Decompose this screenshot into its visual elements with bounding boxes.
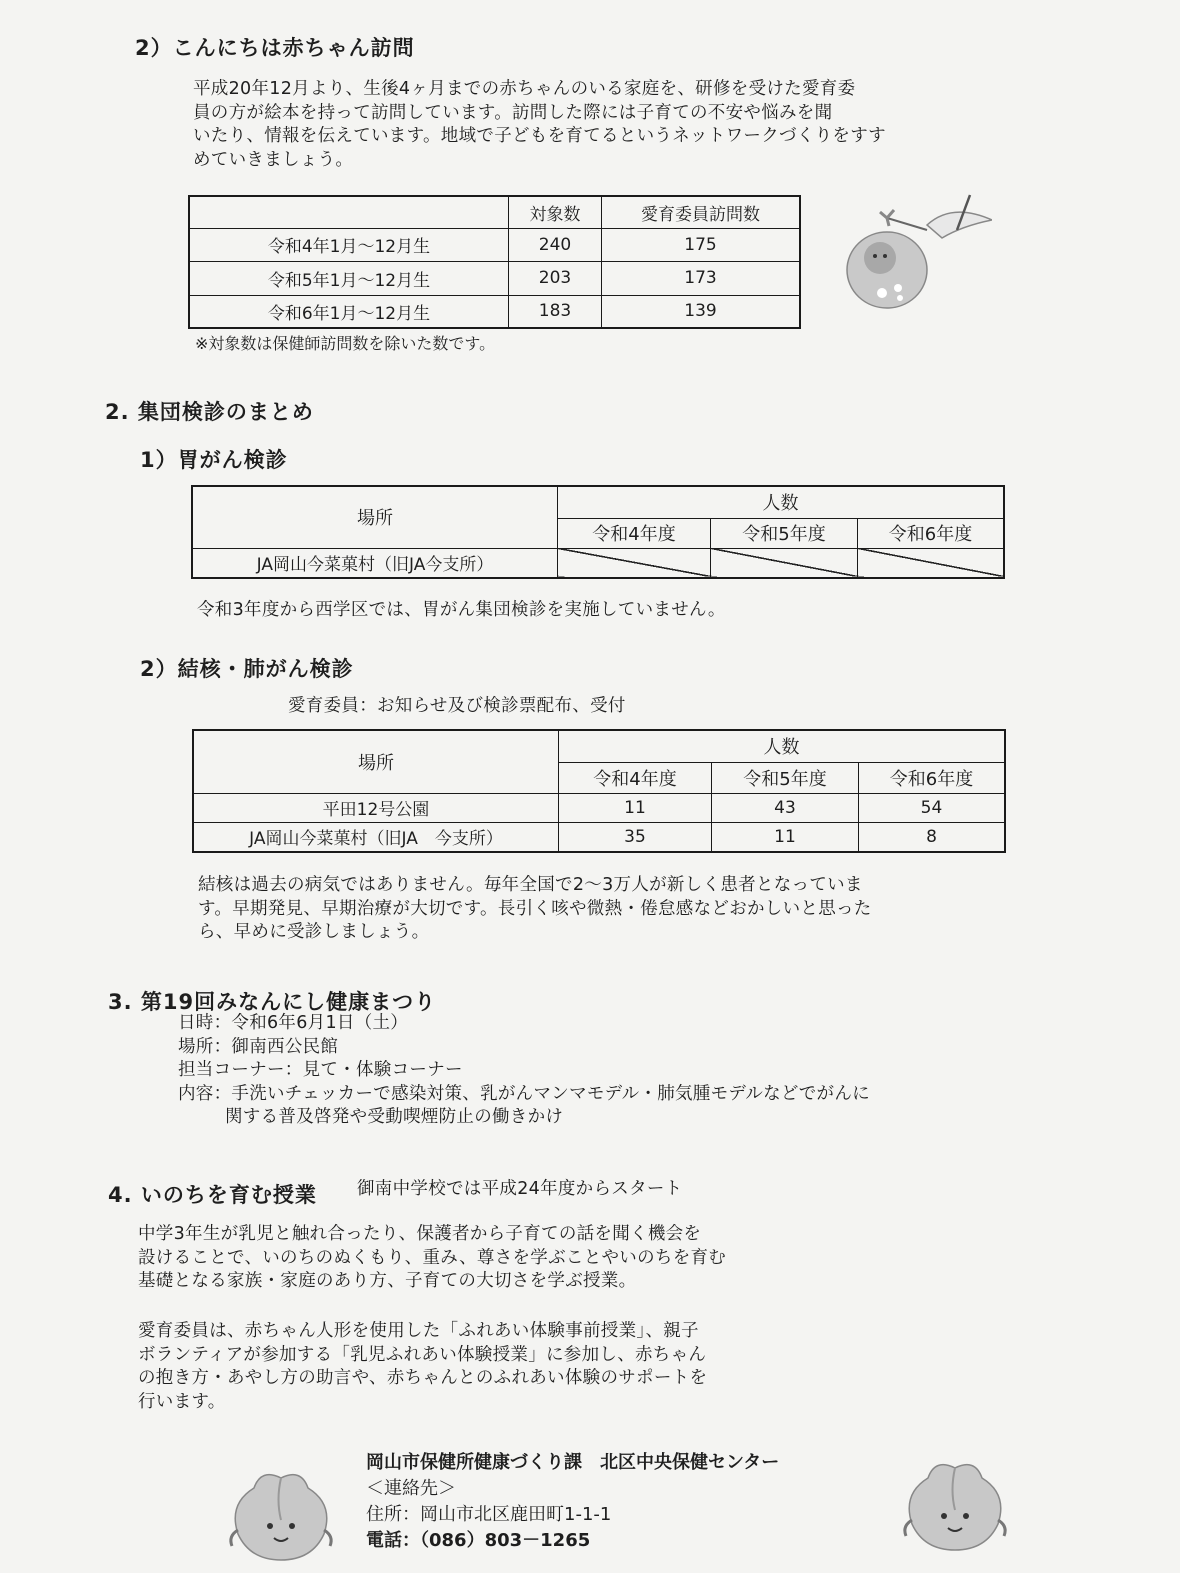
empty-cell (558, 548, 711, 578)
place-header: 場所 (193, 730, 559, 793)
table-row: JA岡山今菜菓村（旧JA今支所） (192, 548, 1004, 578)
header-cell: 愛育委員訪問数 (602, 196, 801, 228)
stork-baby-illustration (842, 190, 992, 315)
table-row: 令和6年1月～12月生 183 139 (189, 295, 800, 328)
footer-address: 住所：岡山市北区鹿田町1-1-1 (366, 1504, 612, 1525)
peach-mascot-right-icon (900, 1460, 1010, 1552)
table-row: 令和4年1月～12月生 240 175 (189, 228, 800, 261)
table-row: 令和5年1月～12月生 203 173 (189, 261, 800, 295)
header-cell: 対象数 (509, 196, 602, 228)
stomach-cancer-note: 令和3年度から西学区では、胃がん集団検診を実施していません。 (197, 600, 726, 620)
life-class-paragraph-1: 中学3年生が乳児と触れ合ったり、保護者から子育ての話を聞く機会を 設けることで、いのちのぬくもり、重み、尊さを学ぶことやいのちを育む 基礎となる家族・家庭のあり方、子育ての大切さを学ぶ授業。 (138, 1224, 727, 1291)
section-heading-health-festival: 3. 第19回みなんにし健康まつり (108, 990, 437, 1014)
baby-visit-paragraph: 平成20年12月より、生後4ヶ月までの赤ちゃんのいる家庭を、研修を受けた愛育委 員の方が絵本を持って訪問しています。訪問した際には子育ての不安や悩みを聞 いたり、情報を伝えています。地域で子どもを育てるというネットワークづくりをすす めていきましょう。 (193, 79, 886, 170)
baby-visit-table (188, 195, 801, 329)
stomach-cancer-table: 場所 人数 令和4年度 令和5年度 令和6年度 JA岡山今菜菓村（旧JA今支所） (191, 485, 1005, 579)
footer-org: 岡山市保健所健康づくり課 北区中央保健センター (366, 1452, 780, 1473)
tb-paragraph: 結核は過去の病気ではありません。毎年全国で2～3万人が新しく患者となっていま す。早期発見、早期治療が大切です。長引く咳や微熱・倦怠感などおかしいと思った ら、早めに受診しましょう。 (198, 875, 872, 942)
section-heading-group-checkup: 2. 集団検診のまとめ (105, 400, 314, 424)
subheading-tb-lung-cancer: 2）結核・肺がん検診 (140, 657, 354, 681)
header-cell (189, 196, 509, 228)
section-heading-baby-visit: 2）こんにちは赤ちゃん訪問 (135, 36, 415, 60)
footer-contact (366, 1450, 779, 1554)
count-header: 人数 (558, 486, 1005, 518)
life-class-paragraph-2: 愛育委員は、赤ちゃん人形を使用した「ふれあい体験事前授業」、親子 ボランティアが参加する「乳児ふれあい体験授業」に参加し、赤ちゃん の抱き方・あやし方の助言や、赤ちゃんとのふれあい体験のサポートを 行います。 (138, 1321, 708, 1412)
footer-contact-label: ＜連絡先＞ (366, 1478, 456, 1499)
section-heading-life-class: 4. いのちを育む授業 (108, 1183, 317, 1207)
empty-cell (858, 548, 1005, 578)
empty-cell (711, 548, 858, 578)
place-header: 場所 (192, 486, 558, 548)
tb-intro: 愛育委員：お知らせ及び検診票配布、受付 (288, 696, 626, 716)
footer-phone: 電話：（086）803－1265 (366, 1530, 591, 1551)
tb-lung-cancer-table: 場所 人数 令和4年度 令和5年度 令和6年度 平田12号公園 11 43 54 JA岡山今菜菓村（旧JA 今支所） 35 11 8 (192, 729, 1006, 853)
festival-details: 日時：令和6年6月1日（土） 場所：御南西公民館 担当コーナー：見て・体験コーナー 内容：手洗いチェッカーで感染対策、乳がんマンマモデル・肺気腫モデルなどでがんに 関する普及啓発や受動喫煙防止の働きかけ (178, 1013, 870, 1127)
table-row: JA岡山今菜菓村（旧JA 今支所） 35 11 8 (193, 822, 1005, 852)
life-class-subtitle: 御南中学校では平成24年度からスタート (357, 1179, 683, 1199)
subheading-stomach-cancer: 1）胃がん検診 (140, 448, 288, 472)
peach-mascot-left-icon (226, 1470, 336, 1562)
table-row: 平田12号公園 11 43 54 (193, 793, 1005, 822)
table-note: ※対象数は保健師訪問数を除いた数です。 (195, 334, 496, 353)
count-header: 人数 (559, 730, 1006, 762)
